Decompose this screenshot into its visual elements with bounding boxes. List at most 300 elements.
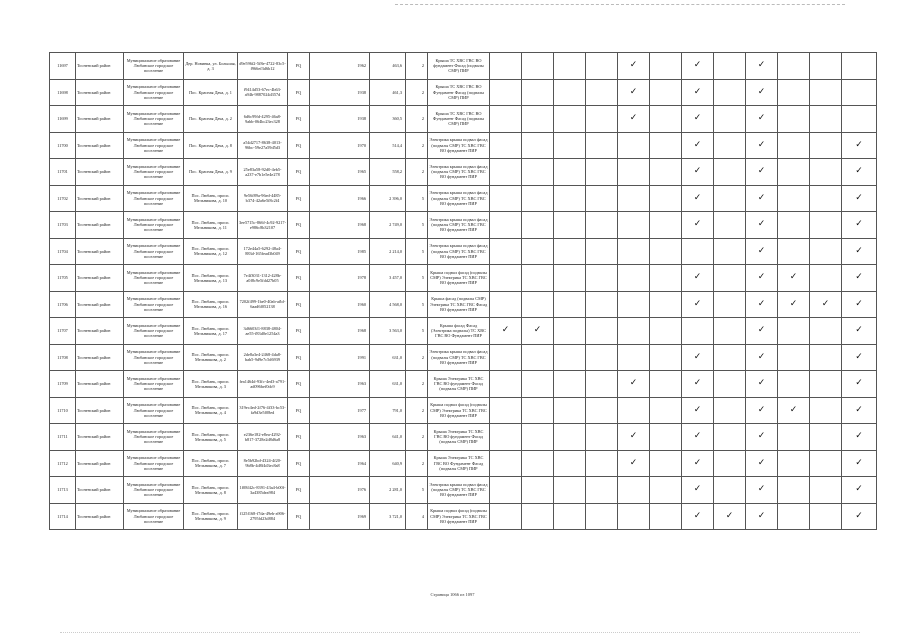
work-type-cell <box>650 212 682 239</box>
district-cell: Тосненский район <box>76 132 124 159</box>
page-number: Страница 1066 из 1097 <box>430 592 475 597</box>
work-type-cell <box>746 265 778 292</box>
work-type-cell <box>490 212 522 239</box>
settlement-cell: Муниципальное образование Любанское городское поселение <box>124 503 184 530</box>
works-cell: Крыша Электрика ТС ХВС ГВС ВО фундамент Фасад (подвалы СМР) ПИР <box>428 424 490 451</box>
floors-cell: 2 <box>406 424 428 451</box>
check-mark-icon: ✓ <box>693 510 702 521</box>
work-type-cell <box>778 291 810 318</box>
work-type-cell <box>554 450 586 477</box>
check-mark-icon: ✓ <box>693 272 702 283</box>
check-mark-icon: ✓ <box>693 351 702 362</box>
check-mark-icon: ✓ <box>855 139 863 150</box>
work-type-cell <box>746 424 778 451</box>
works-cell: Крыша ТС ХВС ГВС ВО Фундамент Фасад (подвалы СМР) ПИР <box>428 79 490 106</box>
work-type-cell <box>650 53 682 80</box>
check-mark-icon: ✓ <box>855 431 863 442</box>
work-type-cell <box>522 132 554 159</box>
settlement-cell: Муниципальное образование Любанское городское поселение <box>124 212 184 239</box>
category-cell: FQ <box>288 424 310 451</box>
year-cell: 1938 <box>310 79 370 106</box>
building-uid-cell: f125f168-f7da-49eb-a906-2795fd23d884 <box>238 503 288 530</box>
work-type-cell <box>650 344 682 371</box>
work-type-cell <box>586 318 618 345</box>
work-type-cell <box>714 477 746 504</box>
work-type-cell <box>586 159 618 186</box>
table-row <box>50 503 877 530</box>
settlement-cell: Муниципальное образование Любанское городское поселение <box>124 265 184 292</box>
work-type-cell <box>746 79 778 106</box>
work-type-cell <box>522 424 554 451</box>
floors-cell: 5 <box>406 291 428 318</box>
row-number: 11705 <box>50 265 76 292</box>
work-type-cell <box>618 450 650 477</box>
work-type-cell <box>682 79 714 106</box>
year-cell: 1978 <box>310 265 370 292</box>
area-cell: 3 457,0 <box>370 265 406 292</box>
check-mark-icon: ✓ <box>757 351 766 362</box>
area-cell: 2 396,0 <box>370 185 406 212</box>
row-number: 11700 <box>50 132 76 159</box>
floors-cell: 2 <box>406 106 428 133</box>
row-number: 11698 <box>50 79 76 106</box>
work-type-cell <box>618 477 650 504</box>
area-cell: 631,0 <box>370 371 406 398</box>
work-type-cell <box>778 53 810 80</box>
building-uid-cell: a54d2717-8638-4013-96bc-59e27a59d5d3 <box>238 132 288 159</box>
work-type-cell <box>554 132 586 159</box>
work-type-cell <box>714 503 746 530</box>
district-cell: Тосненский район <box>76 477 124 504</box>
work-type-cell <box>554 371 586 398</box>
work-type-cell <box>650 477 682 504</box>
work-type-cell <box>490 397 522 424</box>
building-uid-cell: 319ec4ed-2f76-4f33-bc53-fa9d3e5f08ed <box>238 397 288 424</box>
work-type-cell <box>586 212 618 239</box>
check-mark-icon: ✓ <box>693 139 702 150</box>
works-cell: Крыша фасад Фасад (Электрика подвалы) ТС ХВС ГВС ВО Фундамент ПИР <box>428 318 490 345</box>
work-type-cell <box>842 371 877 398</box>
address-cell: Пос. Любань, просп. Мельникова, д. 10 <box>184 185 238 212</box>
area-cell: 360,5 <box>370 106 406 133</box>
work-type-cell <box>810 132 842 159</box>
works-cell: Крыша подвал фасад (подвалы СМР) Электрика ТС ХВС ГВС ВО фундамент ПИР <box>428 265 490 292</box>
work-type-cell <box>490 53 522 80</box>
work-type-cell <box>490 503 522 530</box>
area-cell: 2 214,0 <box>370 238 406 265</box>
work-type-cell <box>618 371 650 398</box>
settlement-cell: Муниципальное образование Любанское городское поселение <box>124 53 184 80</box>
works-cell: Крыша подвал фасад (подвалы СМР) Электрика ТС ХВС ГВС ВО фундамент ПИР <box>428 397 490 424</box>
year-cell: 1938 <box>310 106 370 133</box>
work-type-cell <box>554 424 586 451</box>
row-number: 11711 <box>50 424 76 451</box>
work-type-cell <box>746 212 778 239</box>
work-type-cell <box>554 212 586 239</box>
check-mark-icon: ✓ <box>629 86 638 97</box>
address-cell: Пос. Любань, просп. Мельникова, д. 12 <box>184 238 238 265</box>
work-type-cell <box>778 79 810 106</box>
work-type-cell <box>810 265 842 292</box>
work-type-cell <box>778 185 810 212</box>
floors-cell: 5 <box>406 318 428 345</box>
bottom-scan-edge <box>60 632 860 634</box>
year-cell: 1965 <box>310 159 370 186</box>
table-row <box>50 132 877 159</box>
check-mark-icon: ✓ <box>855 484 863 495</box>
work-type-cell <box>554 265 586 292</box>
work-type-cell <box>714 424 746 451</box>
work-type-cell <box>842 318 877 345</box>
work-type-cell <box>746 371 778 398</box>
work-type-cell <box>810 53 842 80</box>
settlement-cell: Муниципальное образование Любанское городское поселение <box>124 238 184 265</box>
area-cell: 3 721,0 <box>370 503 406 530</box>
district-cell: Тосненский район <box>76 503 124 530</box>
year-cell: 1968 <box>310 318 370 345</box>
work-type-cell <box>522 53 554 80</box>
work-type-cell <box>810 397 842 424</box>
district-cell: Тосненский район <box>76 344 124 371</box>
check-mark-icon: ✓ <box>855 378 863 389</box>
work-type-cell <box>490 132 522 159</box>
work-type-cell <box>810 450 842 477</box>
address-cell: Пос. Любань, просп. Мельникова, д. 9 <box>184 503 238 530</box>
works-cell: Электрика крыша подвал фасад (подвалы СМР) ТС ХВС ГВС ВО фундамент ПИР <box>428 132 490 159</box>
settlement-cell: Муниципальное образование Любанское городское поселение <box>124 477 184 504</box>
work-type-cell <box>586 291 618 318</box>
check-mark-icon: ✓ <box>757 60 766 71</box>
check-mark-icon: ✓ <box>855 245 863 256</box>
works-cell: Электрика крыша подвал фасад (подвалы СМР) ТС ХВС ГВС ВО фундамент ПИР <box>428 238 490 265</box>
work-type-cell <box>618 265 650 292</box>
work-type-cell <box>554 106 586 133</box>
work-type-cell <box>810 291 842 318</box>
work-type-cell <box>842 291 877 318</box>
row-number: 11703 <box>50 212 76 239</box>
check-mark-icon: ✓ <box>757 378 766 389</box>
building-uid-cell: 9e56f89a-96ed-4485-b374-42a6e5f8c2f4 <box>238 185 288 212</box>
table-row <box>50 344 877 371</box>
work-type-cell <box>682 397 714 424</box>
year-cell: 1969 <box>310 503 370 530</box>
work-type-cell <box>618 185 650 212</box>
work-type-cell <box>714 291 746 318</box>
work-type-cell <box>618 106 650 133</box>
work-type-cell <box>618 212 650 239</box>
address-cell: Пос. Любань, просп. Мельникова, д. 3 <box>184 371 238 398</box>
work-type-cell <box>522 238 554 265</box>
works-cell: Электрика крыша подвал фасад (подвалы СМР) ТС ХВС ГВС ВО фундамент ПИР <box>428 159 490 186</box>
address-cell: Дер. Новинка, ул. Большая, д. 3 <box>184 53 238 80</box>
work-type-cell <box>842 503 877 530</box>
area-cell: 641,0 <box>370 424 406 451</box>
address-cell: Пос. Любань, просп. Мельникова, д. 11 <box>184 212 238 239</box>
district-cell: Тосненский район <box>76 291 124 318</box>
category-cell: FQ <box>288 477 310 504</box>
district-cell: Тосненский район <box>76 397 124 424</box>
building-uid-cell: 1f08f42c-8391-43a4-b00f-3a4385dea984 <box>238 477 288 504</box>
check-mark-icon: ✓ <box>757 431 766 442</box>
floors-cell: 5 <box>406 212 428 239</box>
work-type-cell <box>554 344 586 371</box>
row-number: 11701 <box>50 159 76 186</box>
work-type-cell <box>746 53 778 80</box>
category-cell: FQ <box>288 397 310 424</box>
work-type-cell <box>810 106 842 133</box>
row-number: 11713 <box>50 477 76 504</box>
category-cell: FQ <box>288 318 310 345</box>
check-mark-icon: ✓ <box>757 510 766 521</box>
area-cell: 791,0 <box>370 397 406 424</box>
district-cell: Тосненский район <box>76 106 124 133</box>
category-cell: FQ <box>288 291 310 318</box>
building-uid-cell: 172e44a5-6292-48a4-883d-165fead3b049 <box>238 238 288 265</box>
work-type-cell <box>746 159 778 186</box>
work-type-cell <box>842 159 877 186</box>
work-type-cell <box>714 53 746 80</box>
work-type-cell <box>554 79 586 106</box>
work-type-cell <box>714 318 746 345</box>
district-cell: Тосненский район <box>76 238 124 265</box>
table-row <box>50 79 877 106</box>
address-cell: Пос. Красная Дача, д. 9 <box>184 159 238 186</box>
settlement-cell: Муниципальное образование Любанское городское поселение <box>124 397 184 424</box>
building-uid-cell: f9414d53-67ec-4b63-a94b-9887024d357d <box>238 79 288 106</box>
district-cell: Тосненский район <box>76 79 124 106</box>
floors-cell: 2 <box>406 132 428 159</box>
row-number: 11702 <box>50 185 76 212</box>
district-cell: Тосненский район <box>76 212 124 239</box>
category-cell: FQ <box>288 106 310 133</box>
work-type-cell <box>522 265 554 292</box>
work-type-cell <box>490 371 522 398</box>
work-type-cell <box>522 106 554 133</box>
district-cell: Тосненский район <box>76 53 124 80</box>
check-mark-icon: ✓ <box>821 298 830 309</box>
work-type-cell <box>586 371 618 398</box>
work-type-cell <box>810 477 842 504</box>
work-type-cell <box>810 185 842 212</box>
floors-cell: 2 <box>406 450 428 477</box>
check-mark-icon: ✓ <box>629 113 638 124</box>
work-type-cell <box>522 159 554 186</box>
check-mark-icon: ✓ <box>693 298 702 309</box>
work-type-cell <box>810 212 842 239</box>
table-row <box>50 291 877 318</box>
row-number: 11706 <box>50 291 76 318</box>
work-type-cell <box>554 397 586 424</box>
work-type-cell <box>618 159 650 186</box>
row-number: 11708 <box>50 344 76 371</box>
check-mark-icon: ✓ <box>757 325 766 336</box>
row-number: 11707 <box>50 318 76 345</box>
work-type-cell <box>682 185 714 212</box>
work-type-cell <box>554 318 586 345</box>
work-type-cell <box>650 503 682 530</box>
work-type-cell <box>554 291 586 318</box>
work-type-cell <box>746 318 778 345</box>
work-type-cell <box>842 477 877 504</box>
work-type-cell <box>682 371 714 398</box>
work-type-cell <box>522 212 554 239</box>
work-type-cell <box>522 371 554 398</box>
work-type-cell <box>490 318 522 345</box>
settlement-cell: Муниципальное образование Любанское городское поселение <box>124 450 184 477</box>
check-mark-icon: ✓ <box>693 378 702 389</box>
work-type-cell <box>842 397 877 424</box>
year-cell: 1960 <box>310 291 370 318</box>
category-cell: FQ <box>288 450 310 477</box>
building-uid-cell: 7e4f3031-1312-428b-a0f8c9e5fdd27b05 <box>238 265 288 292</box>
work-type-cell <box>714 132 746 159</box>
check-mark-icon: ✓ <box>855 298 863 309</box>
works-cell: Электрика крыша подвал фасад (подвалы СМР) ТС ХВС ГВС ВО фундамент ПИР <box>428 344 490 371</box>
category-cell: FQ <box>288 212 310 239</box>
work-type-cell <box>842 265 877 292</box>
category-cell: FQ <box>288 265 310 292</box>
settlement-cell: Муниципальное образование Любанское городское поселение <box>124 424 184 451</box>
category-cell: FQ <box>288 344 310 371</box>
row-number: 11714 <box>50 503 76 530</box>
address-cell: Пос. Красная Дача, д. 8 <box>184 132 238 159</box>
works-cell: Крыша фасад (подвалы СМР) Электрика ТС ХВС ГВС Фасад ВО фундамент ПИР <box>428 291 490 318</box>
work-type-cell <box>650 159 682 186</box>
work-type-cell <box>490 450 522 477</box>
work-type-cell <box>682 450 714 477</box>
check-mark-icon: ✓ <box>757 404 766 415</box>
work-type-cell <box>810 159 842 186</box>
top-scan-edge <box>395 4 845 5</box>
year-cell: 1977 <box>310 397 370 424</box>
check-mark-icon: ✓ <box>855 219 863 230</box>
work-type-cell <box>586 79 618 106</box>
check-mark-icon: ✓ <box>693 404 702 415</box>
table-row <box>50 185 877 212</box>
work-type-cell <box>778 238 810 265</box>
work-type-cell <box>682 318 714 345</box>
work-type-cell <box>746 397 778 424</box>
work-type-cell <box>650 238 682 265</box>
table-row <box>50 477 877 504</box>
floors-cell: 2 <box>406 371 428 398</box>
work-type-cell <box>682 212 714 239</box>
table-row <box>50 371 877 398</box>
check-mark-icon: ✓ <box>757 166 766 177</box>
settlement-cell: Муниципальное образование Любанское городское поселение <box>124 344 184 371</box>
work-type-cell <box>682 132 714 159</box>
work-type-cell <box>522 79 554 106</box>
work-type-cell <box>522 291 554 318</box>
work-type-cell <box>746 344 778 371</box>
row-number: 11704 <box>50 238 76 265</box>
settlement-cell: Муниципальное образование Любанское городское поселение <box>124 291 184 318</box>
check-mark-icon: ✓ <box>757 298 766 309</box>
work-type-cell <box>618 318 650 345</box>
work-type-cell <box>618 132 650 159</box>
work-type-cell <box>586 265 618 292</box>
work-type-cell <box>746 132 778 159</box>
table-row <box>50 265 877 292</box>
work-type-cell <box>778 265 810 292</box>
area-cell: 461,3 <box>370 79 406 106</box>
work-type-cell <box>714 212 746 239</box>
work-type-cell <box>618 397 650 424</box>
check-mark-icon: ✓ <box>757 113 766 124</box>
work-type-cell <box>490 106 522 133</box>
work-type-cell <box>682 424 714 451</box>
check-mark-icon: ✓ <box>855 272 863 283</box>
category-cell: FQ <box>288 238 310 265</box>
check-mark-icon: ✓ <box>725 510 734 521</box>
work-type-cell <box>810 371 842 398</box>
work-type-cell <box>778 397 810 424</box>
work-type-cell <box>810 79 842 106</box>
check-mark-icon: ✓ <box>855 510 863 521</box>
district-cell: Тосненский район <box>76 265 124 292</box>
work-type-cell <box>842 450 877 477</box>
work-type-cell <box>682 159 714 186</box>
work-type-cell <box>490 185 522 212</box>
floors-cell: 2 <box>406 159 428 186</box>
table-row <box>50 424 877 451</box>
floors-cell: 2 <box>406 397 428 424</box>
table-row <box>50 397 877 424</box>
work-type-cell <box>650 371 682 398</box>
check-mark-icon: ✓ <box>693 60 702 71</box>
work-type-cell <box>522 477 554 504</box>
works-cell: Электрика крыша подвал фасад (подвалы СМР) ТС ХВС ГВС ВО фундамент ПИР <box>428 477 490 504</box>
check-mark-icon: ✓ <box>693 457 702 468</box>
work-type-cell <box>714 265 746 292</box>
work-type-cell <box>490 238 522 265</box>
work-type-cell <box>522 450 554 477</box>
address-cell: Пос. Любань, просп. Мельникова, д. 2 <box>184 344 238 371</box>
area-cell: 640,9 <box>370 450 406 477</box>
settlement-cell: Муниципальное образование Любанское городское поселение <box>124 371 184 398</box>
work-type-cell <box>554 53 586 80</box>
year-cell: 1962 <box>310 53 370 80</box>
work-type-cell <box>682 106 714 133</box>
row-number: 11712 <box>50 450 76 477</box>
work-type-cell <box>650 132 682 159</box>
works-cell: Крыша подвал фасад (подвалы СМР) Электрика ТС ХВС ГВС ВО фундамент ПИР <box>428 503 490 530</box>
category-cell: FQ <box>288 132 310 159</box>
check-mark-icon: ✓ <box>629 431 638 442</box>
work-type-cell <box>490 477 522 504</box>
category-cell: FQ <box>288 371 310 398</box>
settlement-cell: Муниципальное образование Любанское городское поселение <box>124 318 184 345</box>
work-type-cell <box>586 397 618 424</box>
work-type-cell <box>618 238 650 265</box>
work-type-cell <box>490 291 522 318</box>
work-type-cell <box>842 424 877 451</box>
district-cell: Тосненский район <box>76 424 124 451</box>
work-type-cell <box>810 318 842 345</box>
work-type-cell <box>586 53 618 80</box>
work-type-cell <box>586 106 618 133</box>
work-type-cell <box>778 106 810 133</box>
work-type-cell <box>842 132 877 159</box>
work-type-cell <box>842 344 877 371</box>
work-type-cell <box>490 159 522 186</box>
settlement-cell: Муниципальное образование Любанское городское поселение <box>124 132 184 159</box>
year-cell: 1985 <box>310 238 370 265</box>
check-mark-icon: ✓ <box>757 484 766 495</box>
work-type-cell <box>554 477 586 504</box>
floors-cell: 5 <box>406 238 428 265</box>
work-type-cell <box>778 212 810 239</box>
